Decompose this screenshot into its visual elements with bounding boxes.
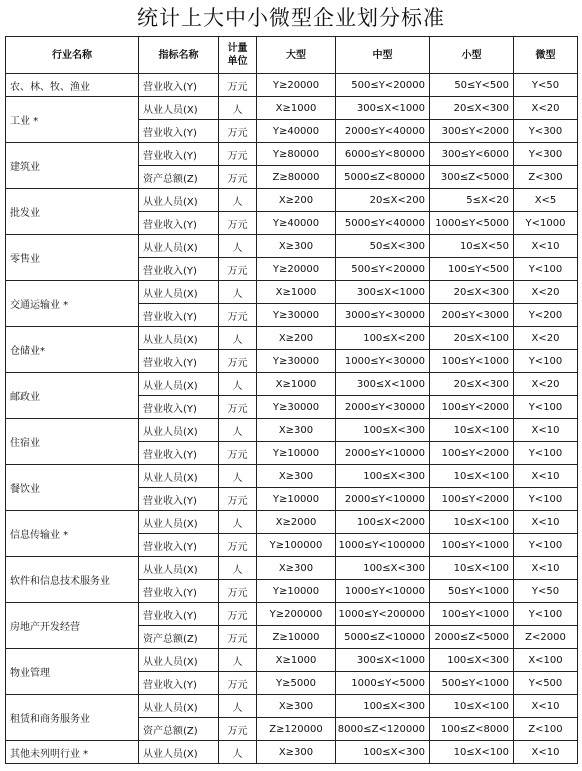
small-criteria-cell: 100≤Y<2000 [430,488,514,511]
metric-name-cell: 从业人员(X) [139,97,219,120]
unit-cell: 人 [219,281,257,304]
table-row [6,649,578,672]
small-criteria-cell: 20≤X<300 [430,373,514,396]
medium-criteria-cell: 2000≤Y<30000 [336,396,430,419]
medium-criteria-cell: 5000≤Y<40000 [336,212,430,235]
large-criteria-cell: X≥200 [257,327,336,350]
medium-criteria-cell: 300≤X<1000 [336,281,430,304]
small-criteria-cell: 50≤Y<500 [430,74,514,97]
metric-name-cell: 从业人员(X) [139,557,219,580]
micro-criteria-cell: X<100 [514,649,578,672]
table-row [6,695,578,718]
small-criteria-cell: 10≤X<100 [430,557,514,580]
large-criteria-cell: Y≥10000 [257,488,336,511]
micro-criteria-cell: Y<50 [514,74,578,97]
metric-name-cell: 从业人员(X) [139,373,219,396]
industry-name-cell: 零售业 [6,235,139,281]
industry-name-cell: 软件和信息技术服务业 [6,557,139,603]
medium-criteria-cell: 1000≤Y<5000 [336,672,430,695]
large-criteria-cell: Y≥200000 [257,603,336,626]
micro-criteria-cell: Y<100 [514,350,578,373]
header-metric: 指标名称 [139,37,219,74]
industry-name-cell: 建筑业 [6,143,139,189]
medium-criteria-cell: 1000≤Y<30000 [336,350,430,373]
unit-cell: 人 [219,465,257,488]
metric-name-cell: 从业人员(X) [139,235,219,258]
large-criteria-cell: X≥300 [257,557,336,580]
unit-cell: 人 [219,557,257,580]
small-criteria-cell: 20≤X<100 [430,327,514,350]
table-row [6,741,578,764]
small-criteria-cell: 100≤Y<2000 [430,396,514,419]
metric-name-cell: 营业收入(Y) [139,212,219,235]
header-unit-line1: 计量 [227,43,248,54]
unit-cell: 万元 [219,212,257,235]
medium-criteria-cell: 1000≤Y<10000 [336,580,430,603]
table-row [6,189,578,212]
large-criteria-cell: X≥300 [257,465,336,488]
large-criteria-cell: X≥300 [257,419,336,442]
header-small: 小型 [430,37,514,74]
table-row [6,143,578,166]
unit-cell: 人 [219,649,257,672]
page-title: 统计上大中小微型企业划分标准 [137,6,445,30]
metric-name-cell: 营业收入(Y) [139,396,219,419]
micro-criteria-cell: X<10 [514,695,578,718]
micro-criteria-cell: Z<300 [514,166,578,189]
industry-name-cell: 交通运输业 * [6,281,139,327]
medium-criteria-cell: 6000≤Y<80000 [336,143,430,166]
unit-cell: 万元 [219,534,257,557]
industry-name-cell: 农、林、牧、渔业 [6,74,139,97]
large-criteria-cell: X≥300 [257,695,336,718]
large-criteria-cell: Z≥80000 [257,166,336,189]
metric-name-cell: 从业人员(X) [139,189,219,212]
large-criteria-cell: Y≥30000 [257,304,336,327]
metric-name-cell: 营业收入(Y) [139,350,219,373]
metric-name-cell: 营业收入(Y) [139,603,219,626]
micro-criteria-cell: Z<2000 [514,626,578,649]
industry-name-cell: 房地产开发经营 [6,603,139,649]
micro-criteria-cell: Y<100 [514,258,578,281]
small-criteria-cell: 20≤X<300 [430,97,514,120]
industry-name-cell: 住宿业 [6,419,139,465]
large-criteria-cell: Y≥30000 [257,350,336,373]
small-criteria-cell: 300≤Z<5000 [430,166,514,189]
industry-name-cell: 批发业 [6,189,139,235]
small-criteria-cell: 2000≤Z<5000 [430,626,514,649]
metric-name-cell: 资产总额(Z) [139,626,219,649]
small-criteria-cell: 10≤X<100 [430,741,514,764]
unit-cell: 人 [219,327,257,350]
metric-name-cell: 从业人员(X) [139,419,219,442]
medium-criteria-cell: 50≤X<300 [336,235,430,258]
large-criteria-cell: X≥1000 [257,649,336,672]
table-row [6,603,578,626]
small-criteria-cell: 100≤X<300 [430,649,514,672]
metric-name-cell: 营业收入(Y) [139,580,219,603]
classification-table [5,36,578,764]
large-criteria-cell: Y≥5000 [257,672,336,695]
metric-name-cell: 营业收入(Y) [139,534,219,557]
medium-criteria-cell: 300≤X<1000 [336,97,430,120]
micro-criteria-cell: X<10 [514,419,578,442]
small-criteria-cell: 100≤Y<1000 [430,534,514,557]
small-criteria-cell: 50≤Y<1000 [430,580,514,603]
unit-cell: 万元 [219,626,257,649]
metric-name-cell: 从业人员(X) [139,327,219,350]
medium-criteria-cell: 3000≤Y<30000 [336,304,430,327]
micro-criteria-cell: X<10 [514,235,578,258]
unit-cell: 万元 [219,143,257,166]
unit-cell: 人 [219,97,257,120]
large-criteria-cell: Y≥40000 [257,120,336,143]
table-row [6,373,578,396]
micro-criteria-cell: X<20 [514,373,578,396]
small-criteria-cell: 300≤Y<6000 [430,143,514,166]
micro-criteria-cell: X<10 [514,511,578,534]
small-criteria-cell: 100≤Y<500 [430,258,514,281]
small-criteria-cell: 10≤X<100 [430,465,514,488]
table-row [6,557,578,580]
metric-name-cell: 从业人员(X) [139,695,219,718]
metric-name-cell: 营业收入(Y) [139,74,219,97]
medium-criteria-cell: 1000≤Y<200000 [336,603,430,626]
micro-criteria-cell: X<10 [514,465,578,488]
small-criteria-cell: 20≤X<300 [430,281,514,304]
small-criteria-cell: 300≤Y<2000 [430,120,514,143]
medium-criteria-cell: 20≤X<200 [336,189,430,212]
micro-criteria-cell: Z<100 [514,718,578,741]
unit-cell: 人 [219,373,257,396]
small-criteria-cell: 500≤Y<1000 [430,672,514,695]
micro-criteria-cell: X<10 [514,557,578,580]
large-criteria-cell: X≥1000 [257,97,336,120]
large-criteria-cell: Y≥20000 [257,74,336,97]
header-medium: 中型 [336,37,430,74]
medium-criteria-cell: 2000≤Y<10000 [336,488,430,511]
industry-name-cell: 工业 * [6,97,139,143]
small-criteria-cell: 5≤X<20 [430,189,514,212]
metric-name-cell: 从业人员(X) [139,465,219,488]
header-unit [219,37,257,74]
header-micro: 微型 [514,37,578,74]
table-body [6,74,578,764]
metric-name-cell: 营业收入(Y) [139,488,219,511]
unit-cell: 万元 [219,442,257,465]
micro-criteria-cell: Y<300 [514,120,578,143]
small-criteria-cell: 200≤Y<3000 [430,304,514,327]
metric-name-cell: 从业人员(X) [139,281,219,304]
metric-name-cell: 从业人员(X) [139,649,219,672]
medium-criteria-cell: 300≤X<1000 [336,649,430,672]
micro-criteria-cell: X<20 [514,97,578,120]
small-criteria-cell: 10≤X<100 [430,419,514,442]
industry-name-cell: 其他未列明行业 * [6,741,139,764]
industry-name-cell: 仓储业* [6,327,139,373]
small-criteria-cell: 10≤X<100 [430,695,514,718]
table-row [6,235,578,258]
medium-criteria-cell: 5000≤Z<80000 [336,166,430,189]
unit-cell: 万元 [219,580,257,603]
unit-cell: 人 [219,419,257,442]
table-row [6,281,578,304]
medium-criteria-cell: 2000≤Y<10000 [336,442,430,465]
metric-name-cell: 资产总额(Z) [139,718,219,741]
metric-name-cell: 营业收入(Y) [139,120,219,143]
unit-cell: 万元 [219,396,257,419]
metric-name-cell: 从业人员(X) [139,741,219,764]
small-criteria-cell: 10≤X<100 [430,511,514,534]
table-row [6,419,578,442]
unit-cell: 万元 [219,74,257,97]
unit-cell: 万元 [219,350,257,373]
header-large: 大型 [257,37,336,74]
table-row [6,97,578,120]
small-criteria-cell: 10≤X<50 [430,235,514,258]
large-criteria-cell: X≥300 [257,235,336,258]
unit-cell: 万元 [219,672,257,695]
large-criteria-cell: Y≥20000 [257,258,336,281]
industry-name-cell: 物业管理 [6,649,139,695]
micro-criteria-cell: Y<100 [514,396,578,419]
micro-criteria-cell: Y<1000 [514,212,578,235]
large-criteria-cell: Y≥40000 [257,212,336,235]
header-unit-line2: 单位 [227,56,248,67]
unit-cell: 人 [219,695,257,718]
medium-criteria-cell: 500≤Y<20000 [336,74,430,97]
large-criteria-cell: Y≥100000 [257,534,336,557]
unit-cell: 万元 [219,166,257,189]
large-criteria-cell: X≥1000 [257,281,336,304]
unit-cell: 万元 [219,258,257,281]
large-criteria-cell: Y≥10000 [257,442,336,465]
metric-name-cell: 从业人员(X) [139,511,219,534]
metric-name-cell: 营业收入(Y) [139,672,219,695]
medium-criteria-cell: 500≤Y<20000 [336,258,430,281]
large-criteria-cell: X≥2000 [257,511,336,534]
micro-criteria-cell: X<20 [514,281,578,304]
micro-criteria-cell: Y<100 [514,488,578,511]
metric-name-cell: 资产总额(Z) [139,166,219,189]
small-criteria-cell: 100≤Y<1000 [430,603,514,626]
micro-criteria-cell: X<10 [514,741,578,764]
micro-criteria-cell: Y<100 [514,534,578,557]
micro-criteria-cell: X<20 [514,327,578,350]
medium-criteria-cell: 8000≤Z<120000 [336,718,430,741]
medium-criteria-cell: 100≤X<2000 [336,511,430,534]
unit-cell: 人 [219,511,257,534]
large-criteria-cell: Z≥10000 [257,626,336,649]
medium-criteria-cell: 5000≤Z<10000 [336,626,430,649]
unit-cell: 万元 [219,718,257,741]
medium-criteria-cell: 100≤X<300 [336,419,430,442]
large-criteria-cell: X≥300 [257,741,336,764]
micro-criteria-cell: X<5 [514,189,578,212]
large-criteria-cell: X≥1000 [257,373,336,396]
micro-criteria-cell: Y<200 [514,304,578,327]
table-row [6,511,578,534]
large-criteria-cell: Y≥80000 [257,143,336,166]
unit-cell: 万元 [219,120,257,143]
micro-criteria-cell: Y<300 [514,143,578,166]
small-criteria-cell: 100≤Y<2000 [430,442,514,465]
table-row [6,465,578,488]
micro-criteria-cell: Y<500 [514,672,578,695]
metric-name-cell: 营业收入(Y) [139,143,219,166]
micro-criteria-cell: Y<100 [514,442,578,465]
header-row [6,37,578,74]
small-criteria-cell: 100≤Y<1000 [430,350,514,373]
micro-criteria-cell: Y<100 [514,603,578,626]
industry-name-cell: 餐饮业 [6,465,139,511]
small-criteria-cell: 100≤Z<8000 [430,718,514,741]
micro-criteria-cell: Y<50 [514,580,578,603]
unit-cell: 人 [219,235,257,258]
medium-criteria-cell: 100≤X<200 [336,327,430,350]
industry-name-cell: 信息传输业 * [6,511,139,557]
medium-criteria-cell: 1000≤Y<100000 [336,534,430,557]
metric-name-cell: 营业收入(Y) [139,442,219,465]
metric-name-cell: 营业收入(Y) [139,304,219,327]
large-criteria-cell: Z≥120000 [257,718,336,741]
medium-criteria-cell: 2000≤Y<40000 [336,120,430,143]
small-criteria-cell: 1000≤Y<5000 [430,212,514,235]
large-criteria-cell: Y≥30000 [257,396,336,419]
table-row [6,327,578,350]
medium-criteria-cell: 100≤X<300 [336,695,430,718]
table-row [6,74,578,97]
header-industry: 行业名称 [6,37,139,74]
medium-criteria-cell: 100≤X<300 [336,465,430,488]
medium-criteria-cell: 100≤X<300 [336,557,430,580]
medium-criteria-cell: 300≤X<1000 [336,373,430,396]
unit-cell: 万元 [219,488,257,511]
industry-name-cell: 邮政业 [6,373,139,419]
medium-criteria-cell: 100≤X<300 [336,741,430,764]
metric-name-cell: 营业收入(Y) [139,258,219,281]
unit-cell: 人 [219,189,257,212]
unit-cell: 万元 [219,304,257,327]
large-criteria-cell: Y≥10000 [257,580,336,603]
unit-cell: 人 [219,741,257,764]
industry-name-cell: 租赁和商务服务业 [6,695,139,741]
large-criteria-cell: X≥200 [257,189,336,212]
unit-cell: 万元 [219,603,257,626]
